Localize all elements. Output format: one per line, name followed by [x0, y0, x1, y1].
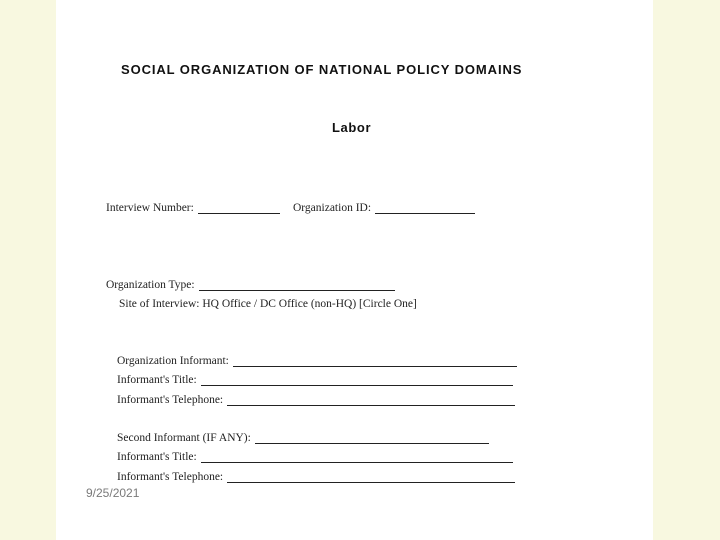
second-informant-label: Second Informant (IF ANY): [117, 432, 251, 444]
second-informant-blank [255, 433, 489, 444]
document-title: SOCIAL ORGANIZATION OF NATIONAL POLICY DOMAINS [121, 62, 523, 77]
organization-informant-row [117, 355, 517, 367]
site-of-interview-label: Site of Interview: HQ Office / DC Office (non-HQ) [Circle One] [119, 298, 417, 310]
informant-title-row [117, 374, 513, 386]
organization-type-row [106, 279, 395, 291]
second-informant-title-row [117, 451, 513, 463]
organization-type-blank [199, 280, 395, 291]
footer-date: 9/25/2021 [86, 486, 140, 500]
second-informant-title-blank [201, 452, 513, 463]
second-informant-row [117, 432, 489, 444]
interview-number-blank [198, 203, 280, 214]
organization-informant-label: Organization Informant: [117, 355, 229, 367]
site-of-interview-row [119, 298, 417, 310]
informant-telephone-row [117, 394, 515, 406]
interview-number-label: Interview Number: [106, 202, 194, 214]
second-informant-telephone-label: Informant's Telephone: [117, 471, 224, 483]
organization-informant-blank [233, 356, 517, 367]
organization-id-label: Organization ID: [293, 202, 372, 214]
organization-id-blank [375, 203, 475, 214]
second-informant-telephone-blank [227, 472, 515, 483]
informant-telephone-blank [227, 395, 515, 406]
interview-number-row [106, 202, 280, 214]
second-informant-telephone-row [117, 471, 515, 483]
second-informant-title-label: Informant's Title: [117, 451, 197, 463]
organization-type-label: Organization Type: [106, 279, 195, 291]
informant-title-label: Informant's Title: [117, 374, 197, 386]
informant-telephone-label: Informant's Telephone: [117, 394, 224, 406]
organization-id-row [293, 202, 475, 214]
document-subtitle: Labor [332, 120, 372, 135]
informant-title-blank [201, 375, 513, 386]
